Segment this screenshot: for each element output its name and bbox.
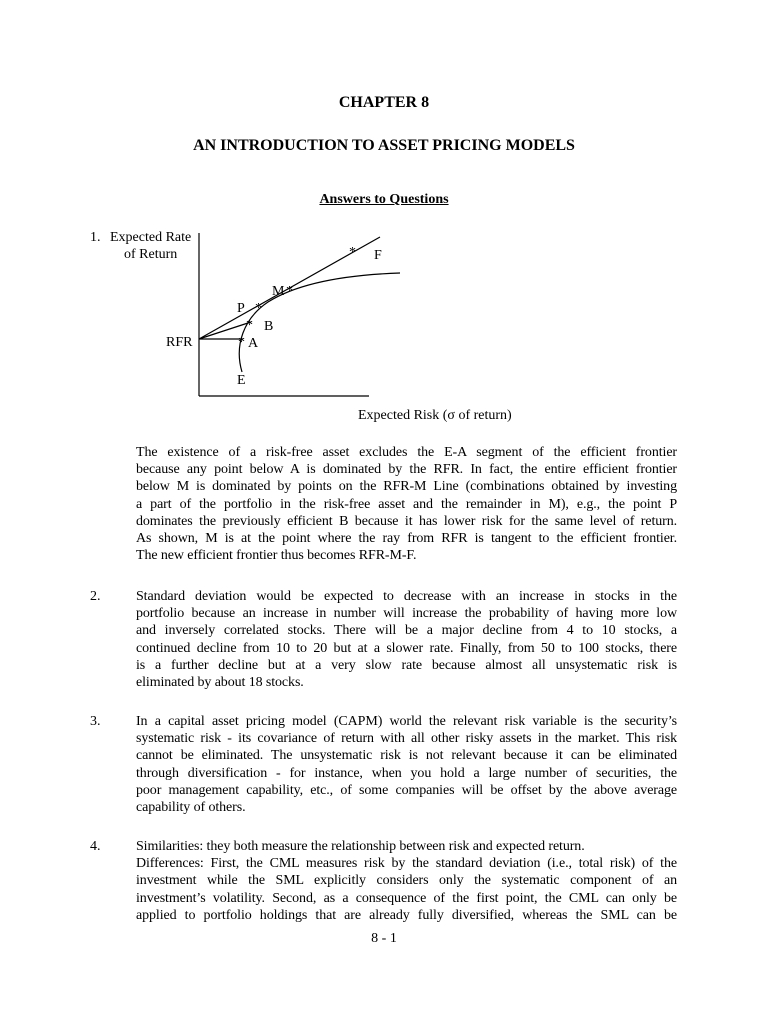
chapter-heading: CHAPTER 8 xyxy=(338,94,430,111)
point-label-rfr: RFR xyxy=(166,335,193,350)
answer-1-line: below M is dominated by points on the RFR-M Line (combinations obtained by investing xyxy=(136,479,677,495)
answer-1-line: dominates the previously efficient B because it has lower risk for the same level of return. xyxy=(136,513,677,529)
answer-2-text xyxy=(136,588,677,691)
answer-1-line: a part of the portfolio in the risk-free asset and the remainder in M), e.g., the point P xyxy=(136,496,677,512)
y-axis-label-line2: of Return xyxy=(124,247,178,262)
answer-3-line: cannot be eliminated. The unsystematic risk is not relevant because it can be eliminated xyxy=(136,748,677,764)
answer-2-line: Standard deviation would be expected to decrease with an increase in stocks in the xyxy=(136,589,677,604)
answer-1-line: because any point below A is dominated by the RFR. In fact, the entire efficient frontier xyxy=(136,462,677,478)
answer-3-line: systematic risk - its covariance of return with all other risky assets in the market. This risk xyxy=(136,731,677,747)
section-subtitle: Answers to Questions xyxy=(319,192,449,207)
answer-2-line: portfolio because an increase in number will increase the probability of having more low xyxy=(136,606,677,622)
y-axis-label-line1: Expected Rate xyxy=(110,230,192,245)
answer-4-line: Similarities: they both measure the relationship between risk and expected return. xyxy=(136,839,585,854)
point-label-a: A xyxy=(248,336,259,351)
answer-4-line: Differences: First, the CML measures risk by the standard deviation (i.e., total risk) of the xyxy=(136,856,677,872)
answer-3-line: poor management capability, etc., of some companies will be offset by the above average xyxy=(136,782,677,798)
chapter-title: AN INTRODUCTION TO ASSET PRICING MODELS xyxy=(193,137,575,154)
answer-2-line: and inversely correlated stocks. There will be a major decline from 4 to 10 stocks, a xyxy=(136,623,677,639)
answer-3-line: In a capital asset pricing model (CAPM) world the relevant risk variable is the security’s xyxy=(136,714,677,729)
marker-m: * xyxy=(286,284,293,299)
marker-p: * xyxy=(255,301,262,316)
question-number-1: 1. xyxy=(90,230,101,245)
answer-3-text xyxy=(136,713,677,816)
answer-4-line: investment’s volatility. Second, as a consequence of the first point, the CML can only be xyxy=(136,890,677,906)
question-number-3: 3. xyxy=(90,714,101,729)
point-label-p: P xyxy=(237,301,245,316)
answer-2-line: continued decline from 10 to 20 but at a slower rate. Finally, from 50 to 100 stocks, there xyxy=(136,640,677,656)
answer-3-line: through diversification - for instance, when you hold a large number of securities, the xyxy=(136,765,677,781)
marker-a: * xyxy=(238,335,245,350)
question-number-2: 2. xyxy=(90,589,101,604)
answer-4-text xyxy=(136,838,677,924)
answer-1-line: The new efficient frontier thus becomes RFR-M-F. xyxy=(136,548,417,564)
answer-1-line: The existence of a risk-free asset excludes the E-A segment of the efficient frontier xyxy=(136,445,677,460)
question-number-4: 4. xyxy=(90,839,101,854)
answer-4-line: investment while the SML explicitly considers only the systematic component of an xyxy=(136,873,677,889)
marker-b: * xyxy=(246,318,253,333)
answer-1-line: As shown, M is at the point where the ray from RFR is tangent to the efficient frontier. xyxy=(136,531,677,547)
marker-f: * xyxy=(349,245,356,260)
x-axis-label: Expected Risk (σ of return) xyxy=(358,408,512,423)
point-label-e: E xyxy=(237,373,246,388)
point-label-f: F xyxy=(374,248,382,263)
answer-1-text xyxy=(136,444,677,564)
answer-2-line: is a further decline but at a very slow rate because almost all unsystematic risk is xyxy=(136,657,677,673)
point-label-m: M xyxy=(272,284,285,299)
point-label-b: B xyxy=(264,319,274,334)
page-number: 8 - 1 xyxy=(371,931,397,946)
answer-4-line: applied to portfolio holdings that are already fully diversified, whereas the SML can be xyxy=(136,907,677,923)
risk-return-diagram xyxy=(0,0,768,430)
answer-2-line: eliminated by about 18 stocks. xyxy=(136,675,304,691)
answer-3-line: capability of others. xyxy=(136,800,246,816)
